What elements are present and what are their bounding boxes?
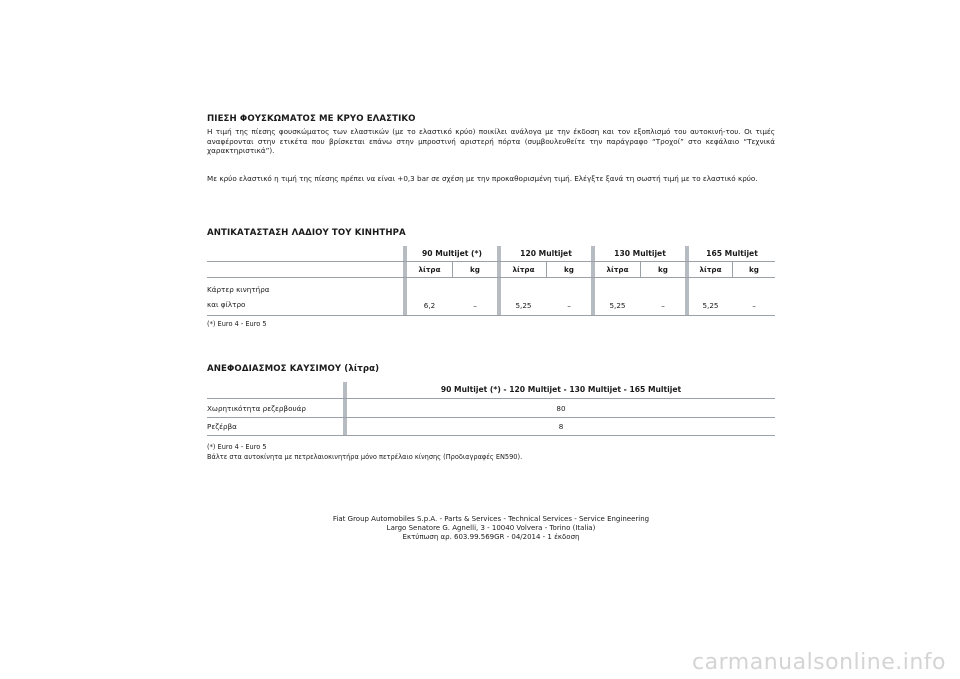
unit-litres: λίτρα — [606, 265, 629, 274]
value-kg: – — [661, 301, 665, 310]
refuelling-note-1: (*) Euro 4 - Euro 5 — [207, 443, 267, 451]
table-row — [207, 418, 775, 436]
oil-change-title: ΑΝΤΙΚΑΤΑΣΤΑΣΗ ΛΑΔΙΟΥ ΤΟΥ ΚΙΝΗΤΗΡΑ — [207, 228, 406, 238]
tire-pressure-paragraph-1: Η τιμή της πίεσης φουσκώματος των ελαστικών (με το ελαστικό κρύο) ποικίλει ανάλογα με την έκδοση και τον εξοπλισμό του αυτοκινή-του. Οι τιμές αναφέρονται στην ετικέτα που βρίσκεται επάνω στην μπροστινή αριστερή πόρτα (συμβουλευθείτε την παράγραφο “Τροχοί” στο κεφάλαιο “Τεχνικά χαρακτηριστικά”). — [207, 127, 775, 156]
unit-kg: kg — [564, 265, 574, 274]
row-label-line-2: και φίλτρο — [207, 300, 246, 309]
unit-litres: λίτρα — [512, 265, 535, 274]
row-label — [207, 282, 270, 312]
tire-pressure-title: ΠΙΕΣΗ ΦΟΥΣΚΩΜΑΤΟΣ ΜΕ ΚΡΥΟ ΕΛΑΣΤΙΚΟ — [207, 114, 416, 124]
fuel-row-value: 8 — [558, 422, 564, 431]
value-litres: 5,25 — [515, 301, 532, 310]
footer-line-2: Largo Senatore G. Agnelli, 3 - 10040 Volvera - Torino (Italia) — [386, 524, 596, 532]
model-header: 120 Multijet — [520, 249, 572, 258]
fuel-models-header: 90 Multijet (*) - 120 Multijet - 130 Multijet - 165 Multijet — [440, 385, 682, 394]
value-kg: – — [473, 301, 477, 310]
fuel-row-value: 80 — [556, 404, 566, 413]
value-kg: – — [752, 301, 756, 310]
fuel-header-row — [207, 382, 775, 399]
watermark: carmanualsonline.info — [692, 650, 946, 675]
refuelling-title: ΑΝΕΦΟΔΙΑΣΜΟΣ ΚΑΥΣΙΜΟΥ (λίτρα) — [207, 364, 380, 374]
unit-header-row — [207, 261, 775, 278]
tire-pressure-paragraph-2: Με κρύο ελαστικό η τιμή της πίεσης πρέπει να είναι +0,3 bar σε σχέση με την προκαθορισμένη τιμή. Ελέγξτε ξανά τη σωστή τιμή με το ελαστικό κρύο. — [207, 174, 758, 183]
unit-kg: kg — [749, 265, 759, 274]
footer-line-3: Εκτύπωση αρ. 603.99.569GR - 04/2014 - 1 έκδοση — [402, 533, 580, 541]
model-header: 130 Multijet — [614, 249, 666, 258]
value-kg: – — [567, 301, 571, 310]
refuelling-note-2: Βάλτε στα αυτοκίνητα με πετρελαιοκινητήρα μόνο πετρέλαιο κίνησης (Προδιαγραφές EN590). — [207, 453, 523, 461]
fuel-row-label: Ρεζέρβα — [207, 422, 237, 431]
footer-line-1: Fiat Group Automobiles S.p.A. - Parts & Services - Technical Services - Service Engineering — [332, 515, 650, 523]
model-header: 90 Multijet (*) — [422, 249, 482, 258]
unit-kg: kg — [658, 265, 668, 274]
unit-kg: kg — [470, 265, 480, 274]
value-litres: 5,25 — [609, 301, 626, 310]
unit-litres: λίτρα — [699, 265, 722, 274]
unit-litres: λίτρα — [418, 265, 441, 274]
value-litres: 6,2 — [423, 301, 436, 310]
table-row — [207, 400, 775, 418]
model-header: 165 Multijet — [706, 249, 758, 258]
publisher-footer — [207, 515, 775, 542]
fuel-row-label: Χωρητικότητα ρεζερβουάρ — [207, 404, 306, 413]
row-label-line-1: Κάρτερ κινητήρα — [207, 285, 270, 294]
table-row — [207, 280, 775, 316]
oil-change-note: (*) Euro 4 - Euro 5 — [207, 320, 267, 328]
model-header-row — [207, 246, 775, 261]
value-litres: 5,25 — [702, 301, 719, 310]
